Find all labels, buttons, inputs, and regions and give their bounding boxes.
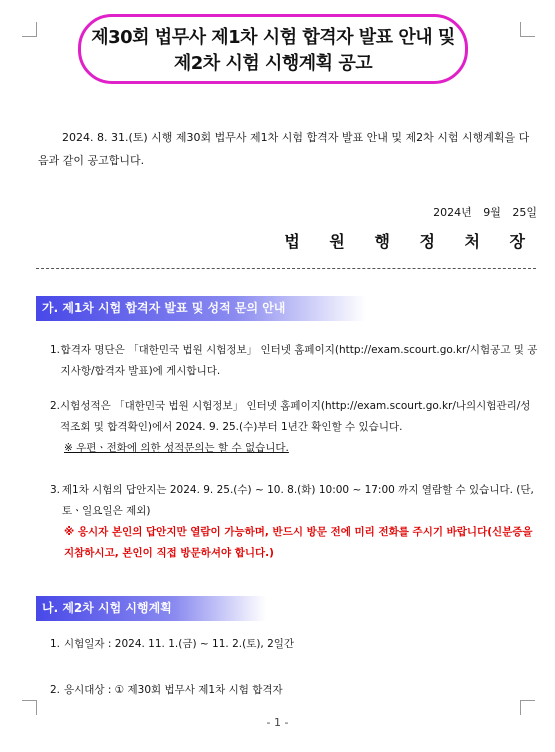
section-a-item-2	[50, 396, 540, 459]
section-a-heading: 가. 제1차 시험 합격자 발표 및 성적 문의 안내	[36, 296, 366, 321]
section-b-heading: 나. 제2차 시험 시행계획	[36, 596, 266, 621]
crop-mark-bottom-right	[520, 700, 535, 715]
page-number: - 1 -	[266, 716, 289, 729]
section-b-item-1	[50, 634, 540, 655]
announcement-date: 2024년 9월 25일	[433, 206, 537, 219]
item-number: 3.	[50, 484, 61, 496]
item-number: 2.	[50, 684, 61, 696]
title-line-2: 제2차 시험 시행계획 공고	[173, 53, 373, 74]
item-text: 시험성적은 「대한민국 법원 시험정보」 인터넷 홈페이지(http://exam.scourt.go.kr/나의시험관리/성적조회 및 합격확인)에서 2024. 9. 25.(수)부터 1년간 확인할 수 있습니다.	[60, 400, 531, 433]
item-number: 1.	[50, 638, 61, 650]
crop-mark-top-left	[22, 22, 37, 37]
item-number: 1.	[50, 344, 61, 356]
item-text: 응시대상 : ① 제30회 법무사 제1차 시험 합격자	[64, 684, 283, 696]
section-b-item-2	[50, 680, 540, 701]
section-a-item-3	[50, 480, 540, 564]
section-a-item-1	[50, 340, 540, 382]
divider	[36, 268, 536, 269]
item-number: 2.	[50, 400, 61, 412]
title-box	[78, 14, 468, 84]
intro-paragraph: 2024. 8. 31.(토) 시행 제30회 법무사 제1차 시험 합격자 발표 안내 및 제2차 시험 시행계획을 다음과 같이 공고합니다.	[38, 131, 530, 167]
item-note: ※ 우편ㆍ전화에 의한 성적문의는 할 수 없습니다.	[64, 442, 289, 454]
item-text: 합격자 명단은 「대한민국 법원 시험정보」 인터넷 홈페이지(http://exam.scourt.go.kr/시험공고 및 공지사항/합격자 발표)에 게시합니다.	[60, 344, 538, 377]
issuing-agency: 법 원 행 정 처 장	[284, 232, 537, 251]
item-text: 제1차 시험의 답안지는 2024. 9. 25.(수) ~ 10. 8.(화) 10:00 ~ 17:00 까지 열람할 수 있습니다. (단, 토ㆍ일요일은 제외)	[61, 484, 534, 517]
item-text: 시험일자 : 2024. 11. 1.(금) ~ 11. 2.(토), 2일간	[64, 638, 295, 650]
crop-mark-bottom-left	[22, 700, 37, 715]
warning-note: ※ 응시자 본인의 답안지만 열람이 가능하며, 반드시 방문 전에 미리 전화를 주시기 바랍니다(신분증을 지참하시고, 본인이 직접 방문하셔야 합니다.)	[64, 526, 533, 559]
crop-mark-top-right	[520, 22, 535, 37]
title-line-1: 제30회 법무사 제1차 시험 합격자 발표 안내 및	[91, 27, 455, 48]
